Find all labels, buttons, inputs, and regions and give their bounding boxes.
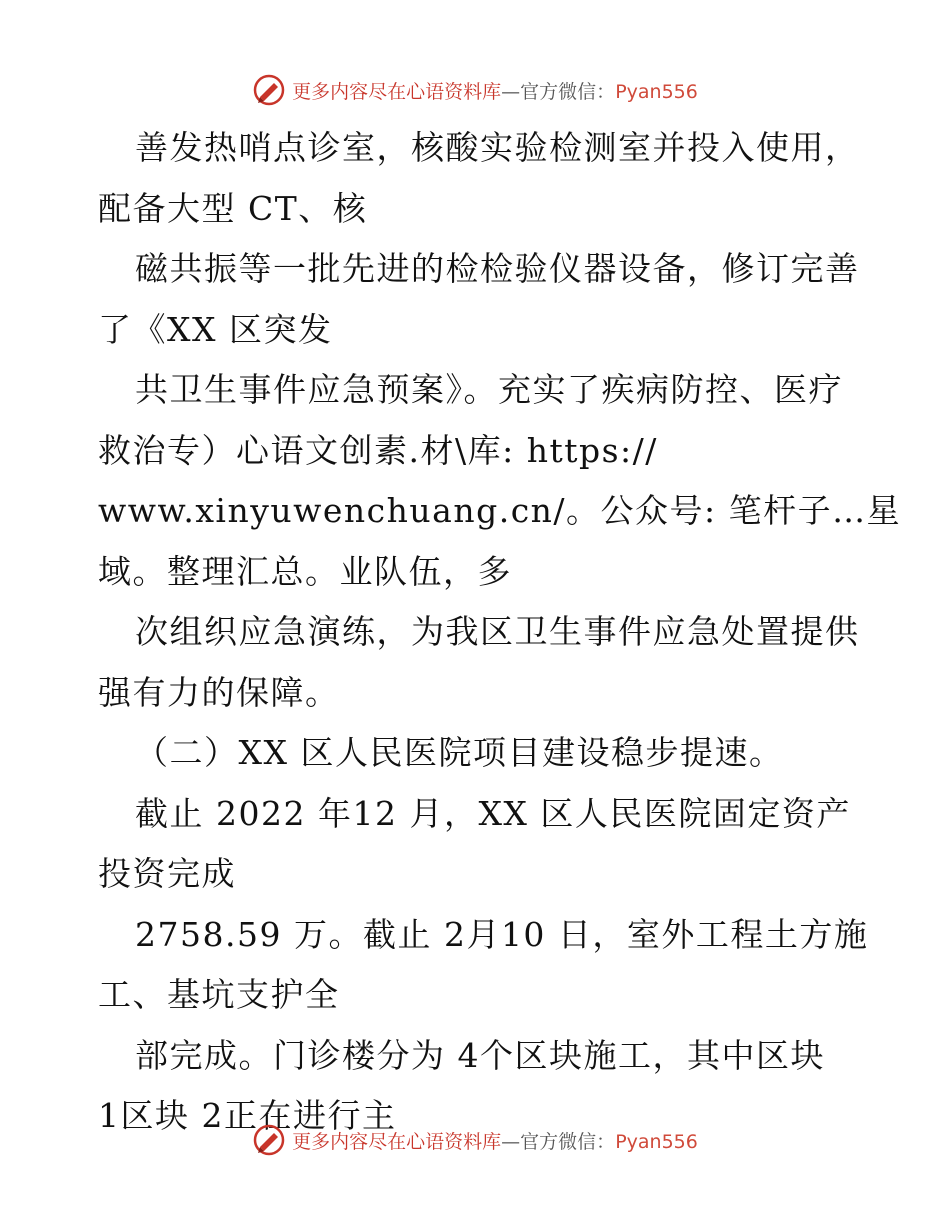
- pen-logo-icon: [252, 73, 286, 107]
- text-line: 域。整理汇总。业队伍，多: [98, 551, 512, 591]
- banner-main-text: 更多内容尽在心语资料库: [292, 1130, 502, 1153]
- text-line: 了《XX 区突发: [98, 309, 333, 349]
- banner-main-text: 更多内容尽在心语资料库: [292, 80, 502, 103]
- text-line: 工、基坑支护全: [98, 975, 340, 1014]
- text-line: 善发热哨点诊室，核酸实验检测室并投入使用，: [135, 128, 860, 167]
- text-line: 截止 2022 年12 月，XX 区人民医院固定资产: [135, 793, 851, 833]
- text-line: 配备大型 CT、核: [98, 188, 368, 228]
- text-line: （二）XX 区人民医院项目建设稳步提速。: [135, 733, 784, 772]
- footer-banner: [0, 1120, 950, 1160]
- banner-wechat-label: 官方微信：: [520, 1130, 616, 1153]
- text-line: 磁共振等一批先进的检检验仪器设备，修订完善: [135, 249, 860, 288]
- header-banner: [0, 70, 950, 110]
- text-line: 次组织应急演练，为我区卫生事件应急处置提供: [135, 612, 860, 651]
- banner-wechat-label: 官方微信：: [520, 80, 616, 103]
- text-line: 部完成。门诊楼分为 4个区块施工，其中区块: [135, 1035, 825, 1075]
- text-line: 投资完成: [98, 854, 236, 893]
- text-line: 强有力的保障。: [98, 672, 340, 712]
- banner-dash: —: [501, 1130, 521, 1153]
- text-line: 共卫生事件应急预案》。充实了疾病防控、医疗: [135, 370, 843, 409]
- banner-wechat-id: Pyan556: [615, 1130, 698, 1153]
- text-line: 1区块 2正在进行主: [98, 1096, 397, 1135]
- text-line: 2758.59 万。截止 2月10 日，室外工程土方施: [135, 914, 869, 954]
- text-line: 救治专）心语文创素.材\库: https://: [98, 430, 658, 470]
- banner-dash: —: [501, 80, 521, 103]
- banner-wechat-id: Pyan556: [615, 80, 698, 103]
- pen-logo-icon: [252, 1123, 286, 1157]
- text-line: www.xinyuwenchuang.cn/。公众号: 笔杆子…星: [98, 491, 902, 530]
- document-body: [98, 118, 902, 1147]
